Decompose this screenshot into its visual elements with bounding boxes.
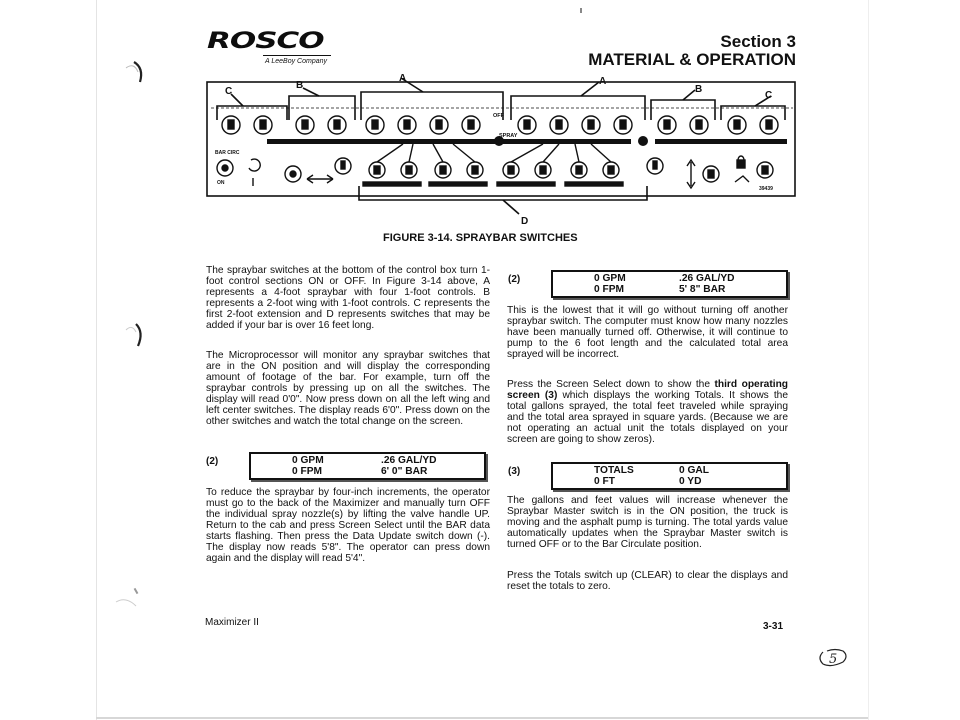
display-yd: 0 YD — [679, 476, 702, 487]
right-display-tag: (2) — [508, 274, 521, 285]
display-bar: 5' 8" BAR — [679, 284, 726, 295]
display-gpm: 0 GPM — [594, 273, 626, 284]
figure-caption: FIGURE 3-14. SPRAYBAR SWITCHES — [383, 232, 578, 244]
totals-display-tag: (3) — [508, 466, 521, 477]
label-part-number: 39439 — [759, 186, 773, 192]
right-display-screen — [551, 270, 788, 298]
scan-mark — [580, 8, 582, 13]
label-c-left: C — [225, 86, 233, 97]
label-c-right: C — [765, 90, 773, 101]
svg-text:5: 5 — [829, 652, 838, 667]
section-title: MATERIAL & OPERATION — [588, 50, 796, 69]
label-b-right: B — [695, 84, 703, 95]
right-paragraph-1: This is the lowest that it will go without turning off another spraybar switch. The computer must know how many nozzles have been manually turned off. Otherwise, it will continue to pump to the 6 foot length and the calculated total area sprayed will be incorrect. — [507, 305, 788, 361]
left-paragraph-3: To reduce the spraybar by four-inch increments, the operator must go to the back of the Maximizer and manually turn OFF the individual spray nozzle(s) by lifting the valve handle UP. Return to the cab and press Screen Select until the BAR data starts flashing. Then press the Data Update switch down (-). The display now reads 5'8". The operator can press down again and the display will read 5'4". — [206, 487, 490, 565]
display-gal-yd: .26 GAL/YD — [679, 273, 735, 284]
left-paragraph-1: The spraybar switches at the bottom of the control box turn 1-foot control sections ON or OFF. In Figure 3-14 above, A represents a 4-foot spraybar with four 1-foot controls. B represents a 2-foot wing with 1-foot controls. C represents the first 2-foot extension and D represents switches that may be added if your bar is over 16 feet long. — [206, 265, 490, 332]
label-off: OFF — [493, 113, 504, 119]
totals-display-screen — [551, 462, 788, 490]
display-gal: 0 GAL — [679, 465, 710, 476]
left-display-screen — [249, 452, 486, 480]
right-paragraph-2-start: Press the Screen Select down to show the — [507, 379, 715, 390]
right-paragraph-3: The gallons and feet values will increase whenever the Spraybar Master switch is in the ON position, the truck is moving and the asphalt pump is turning. The total yards value automatically updates when the Spraybar Master switch is turned OFF or to the Bar Circulate position. — [507, 495, 788, 551]
display-bar: 6' 0" BAR — [381, 466, 428, 477]
spraybar-switch-diagram — [203, 70, 800, 230]
label-d: D — [521, 216, 529, 227]
display-gal-yd: .26 GAL/YD — [381, 455, 437, 466]
page-edge-left — [96, 0, 97, 720]
d-switch-row — [369, 162, 619, 178]
section-number: Section 3 — [720, 32, 796, 51]
page-edge-bottom — [96, 717, 868, 719]
logo-subtitle: A LeeBoy Company — [265, 58, 327, 65]
right-paragraph-4: Press the Totals switch up (CLEAR) to clear the displays and reset the totals to zero. — [507, 570, 788, 593]
label-a-left: A — [399, 73, 407, 84]
page-edge-right — [868, 0, 869, 720]
rosco-logo — [207, 27, 327, 65]
label-bar-circ: BAR CIRC — [215, 150, 240, 156]
label-spray: SPRAY — [499, 133, 518, 139]
logo-wordmark: ROSCO — [207, 27, 324, 54]
display-fpm: 0 FPM — [292, 466, 323, 477]
third-screen-emphasis: third operating screen (3) — [507, 379, 789, 402]
logo-rule — [263, 55, 331, 56]
label-a-right: A — [599, 76, 607, 87]
left-display-tag: (2) — [206, 456, 219, 467]
label-on: ON — [217, 180, 225, 186]
binder-hole-top — [124, 58, 150, 94]
footer-manual-name: Maximizer II — [205, 617, 259, 628]
right-paragraph-2 — [507, 379, 788, 445]
display-totals: TOTALS — [594, 465, 634, 476]
display-ft: 0 FT — [594, 476, 615, 487]
display-fpm: 0 FPM — [594, 284, 625, 295]
bar-circ-knob — [217, 160, 233, 176]
right-paragraph-2-end: which displays the working Totals. It shows the total gallons sprayed, the total feet traveled while spraying and the total area sprayed in square yards. (Because we are not operating an actual unit the totals displayed on your screen are going to show zeros). — [507, 390, 788, 446]
left-paragraph-2: The Microprocessor will monitor any spraybar switches that are in the ON position and will display the corresponding amount of footage of the bar. For example, turn off the spraybar controls by pressing up on all the switches. The display will read 0'0". Now press down on all the left wing and left center switches. The display reads 6'0". Press down on the other switches and watch the total change on the screen. — [206, 350, 490, 428]
display-gpm: 0 GPM — [292, 455, 324, 466]
label-b-left: B — [296, 80, 304, 91]
binder-hole-middle — [124, 318, 150, 354]
handwritten-page-number — [815, 646, 851, 670]
binder-hole-bottom — [114, 590, 140, 626]
footer-page-number: 3-31 — [763, 621, 784, 632]
